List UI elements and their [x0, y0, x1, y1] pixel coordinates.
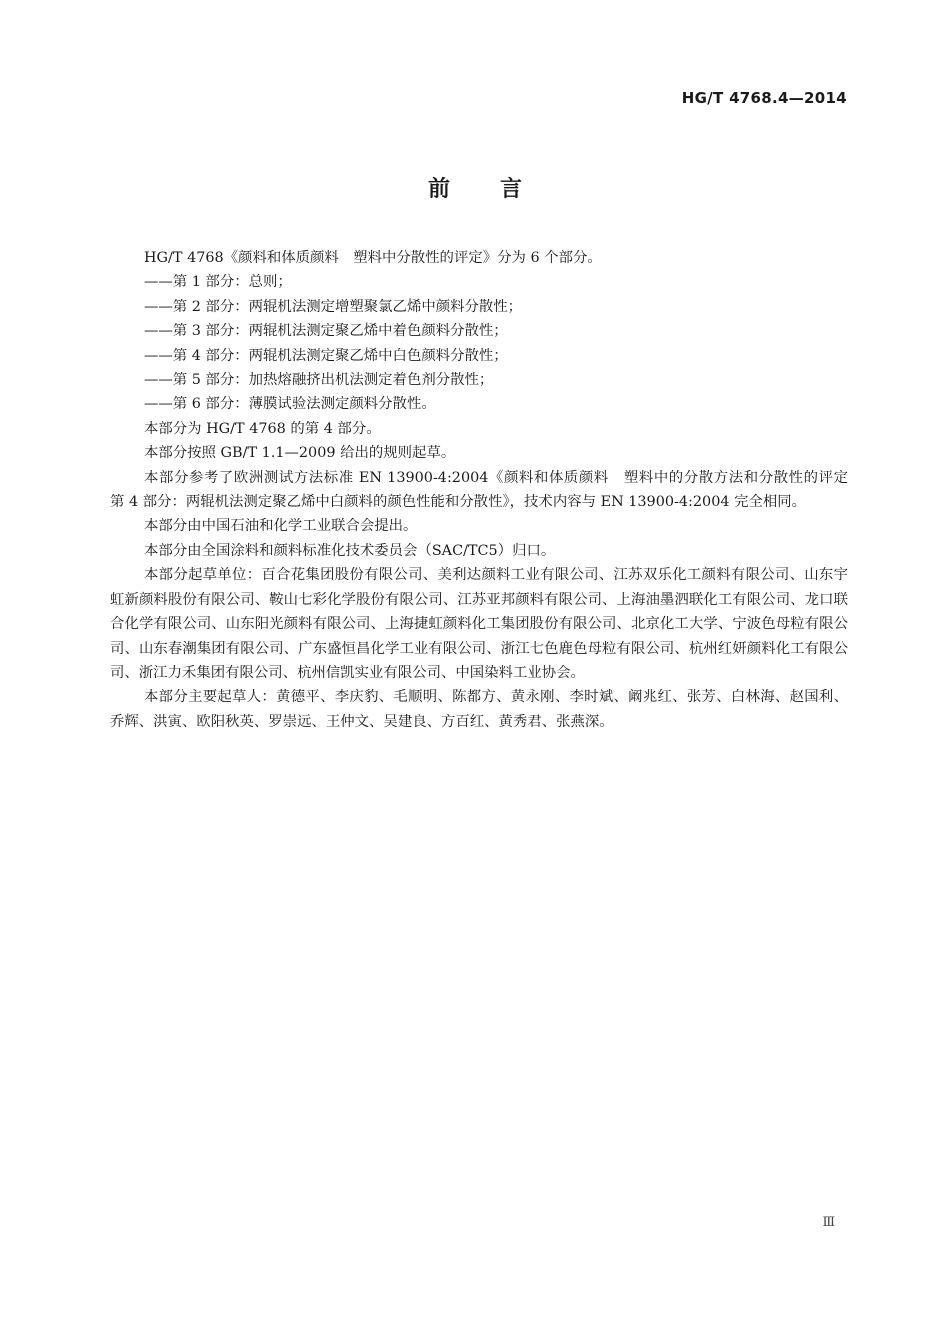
- proposed-by-paragraph: 本部分由中国石油和化学工业联合会提出。: [144, 518, 418, 535]
- reference-paragraph: 本部分参考了欧洲测试方法标准 EN 13900-4:2004《颜料和体质颜料 塑料中的分散方法和分散性的评定 第 4 部分：两辊机法测定聚乙烯中白颜料的颜色性能和分散性》，技术内容与 EN 13900-4:2004 完全相同。: [110, 469, 863, 511]
- page-number: Ⅲ: [822, 1215, 835, 1230]
- part-list-item-5: ——第 5 部分：加热熔融挤出机法测定着色剂分散性；: [144, 372, 494, 389]
- part-list-item-4: ——第 4 部分：两辊机法测定聚乙烯中白色颜料分散性；: [144, 347, 508, 364]
- intro-paragraph: HG/T 4768《颜料和体质颜料 塑料中分散性的评定》分为 6 个部分。: [144, 250, 602, 266]
- centralized-by-paragraph: 本部分由全国涂料和颜料标准化技术委员会（SAC/TC5）归口。: [144, 542, 556, 559]
- drafting-rules-paragraph: 本部分按照 GB/T 1.1—2009 给出的规则起草。: [144, 445, 456, 462]
- page-title: 前言: [427, 177, 572, 202]
- part-list-item-3: ——第 3 部分：两辊机法测定聚乙烯中着色颜料分散性；: [144, 323, 508, 340]
- foreword-body: [110, 246, 863, 734]
- this-part-paragraph: 本部分为 HG/T 4768 的第 4 部分。: [144, 420, 381, 437]
- part-list-item-2: ——第 2 部分：两辊机法测定增塑聚氯乙烯中颜料分散性；: [144, 298, 523, 315]
- drafters-paragraph: 本部分主要起草人：黄德平、李庆豹、毛顺明、陈都方、黄永刚、李时斌、阚兆红、张芳、白林海、赵国利、乔辉、洪寅、欧阳秋英、罗崇远、王仲文、吴建良、方百红、黄秀君、张燕深。: [110, 689, 848, 730]
- drafting-units-paragraph: 本部分起草单位：百合花集团股份有限公司、美利达颜料工业有限公司、江苏双乐化工颜料有限公司、山东宇虹新颜料股份有限公司、鞍山七彩化学股份有限公司、江苏亚邦颜料有限公司、上海油墨泗联化工有限公司、龙口联合化学有限公司、山东阳光颜料有限公司、上海捷虹颜料化工集团股份有限公司、北京化工大学、宁波色母粒有限公司、山东春潮集团有限公司、广东盛恒昌化学工业有限公司、浙江七色鹿色母粒有限公司、杭州红妍颜料化工有限公司、浙江力禾集团有限公司、杭州信凯实业有限公司、中国染料工业协会。: [110, 567, 848, 681]
- part-list-item-1: ——第 1 部分：总则；: [144, 274, 292, 291]
- part-list-item-6: ——第 6 部分：薄膜试验法测定颜料分散性。: [144, 396, 436, 413]
- standard-code: HG/T 4768.4—2014: [681, 89, 847, 107]
